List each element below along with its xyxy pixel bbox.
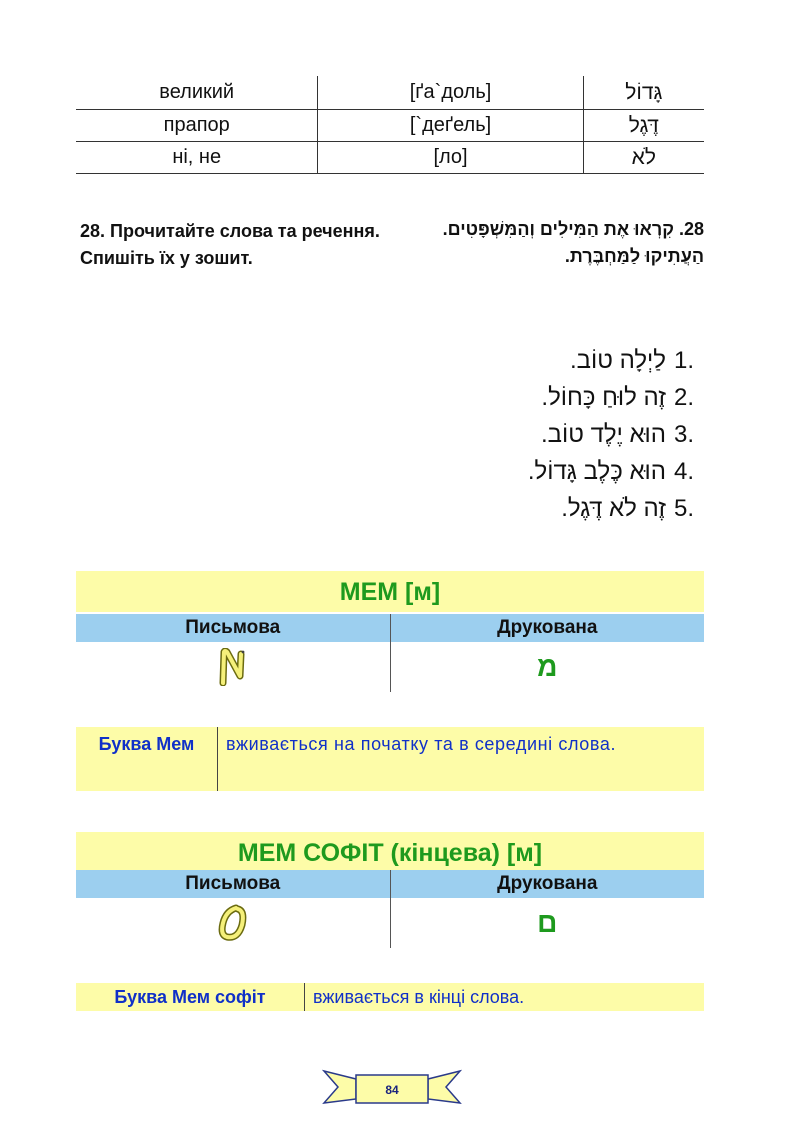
transliteration: [ло] <box>318 142 583 174</box>
printed-cell <box>390 642 705 692</box>
list-item <box>528 342 706 379</box>
note-text: вживається на початку та в середині слова. <box>226 734 617 754</box>
item-number: 2. <box>674 384 695 411</box>
sentence-text: זֶה לֹא דֶּגֶל. <box>561 495 666 522</box>
hebrew-word: לֹא <box>583 142 704 174</box>
item-number: 4. <box>674 458 695 485</box>
sentence-text: זֶה לוּחַ כָּחוֹל. <box>541 384 666 411</box>
list-item <box>528 379 706 416</box>
list-item <box>528 453 706 490</box>
letter-mem-sofit-title: МЕМ СОФІТ (кінцева) [м] <box>76 832 704 873</box>
transliteration: [`деґель] <box>318 110 583 142</box>
letter-mem-sofit-note <box>76 983 704 1011</box>
item-number: 3. <box>674 421 695 448</box>
sentence-text: הוּא כֶּלֶב גָּדוֹל. <box>527 458 666 485</box>
sentence-text: הוּא יֶלֶד טוֹב. <box>540 421 666 448</box>
letter-mem-title: МЕМ [м] <box>76 571 704 612</box>
note-label: Буква Мем софіт <box>76 983 305 1011</box>
vocabulary-table <box>76 76 704 174</box>
sentence-text: לַיְלָה טוֹב. <box>570 347 666 374</box>
note-label: Буква Мем <box>76 727 218 791</box>
handwritten-cell <box>76 898 390 948</box>
page-number: 84 <box>385 1083 399 1097</box>
printed-header: Друкована <box>390 614 705 642</box>
printed-mem-sofit-glyph: ם <box>537 907 558 938</box>
hebrew-word: גָּדוֹל <box>583 76 704 110</box>
printed-mem-glyph: מ <box>537 651 558 682</box>
handwritten-mem-glyph <box>218 648 248 686</box>
transliteration: [ґа`доль] <box>318 76 583 110</box>
sentence-list <box>528 342 706 527</box>
handwritten-header: Письмова <box>185 873 281 894</box>
letter-mem-glyph-row <box>76 642 704 692</box>
task-instruction-ukrainian: 28. Прочитайте слова та речення. Спишіть їх у зошит. <box>80 221 380 268</box>
printed-header: Друкована <box>390 870 705 898</box>
handwritten-mem-sofit-glyph <box>216 903 250 943</box>
list-item <box>528 416 706 453</box>
handwritten-cell <box>76 642 390 692</box>
task-instruction-hebrew: 28. קִרְאוּ אֶת הַמִּילִים וְהַמִּשְׁפָּטִים. הַעֲתִיקוּ לַמַּחְבֶּרֶת. <box>442 219 704 266</box>
ukrainian-word: прапор <box>76 110 318 142</box>
ukrainian-word: великий <box>76 76 318 110</box>
hebrew-word: דֶּגֶל <box>583 110 704 142</box>
note-text: вживається в кінці слова. <box>313 987 525 1007</box>
printed-cell <box>390 898 705 948</box>
letter-mem-note <box>76 727 704 791</box>
table-row <box>76 76 704 110</box>
page-number-ribbon <box>322 1067 462 1107</box>
letter-mem-sofit-column-headers <box>76 870 704 898</box>
ukrainian-word: ні, не <box>76 142 318 174</box>
table-row <box>76 110 704 142</box>
item-number: 5. <box>674 495 695 522</box>
handwritten-header: Письмова <box>185 617 281 638</box>
table-row <box>76 142 704 174</box>
list-item <box>528 490 706 527</box>
item-number: 1. <box>674 347 695 374</box>
letter-mem-sofit-glyph-row <box>76 898 704 948</box>
letter-mem-column-headers <box>76 614 704 642</box>
